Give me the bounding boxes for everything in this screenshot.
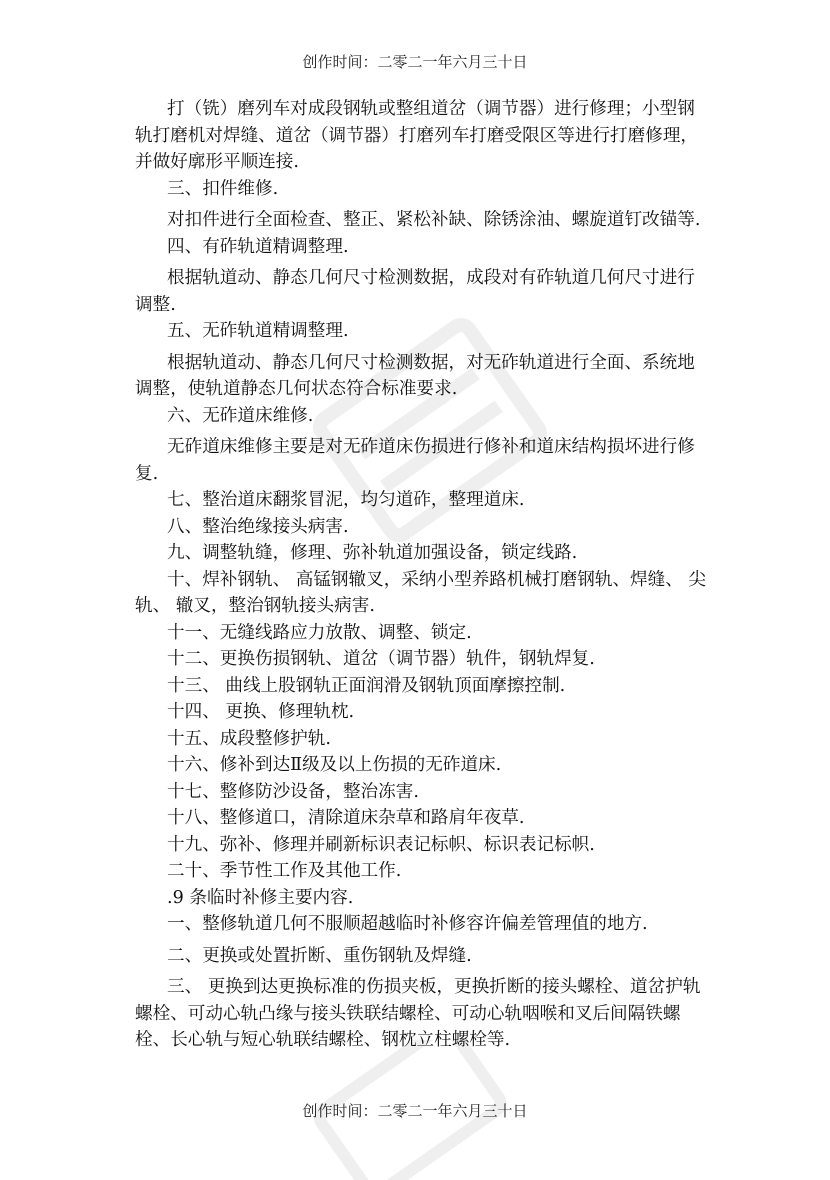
list-item: 三、 更换到达更换标准的伤损夹板，更换折断的接头螺栓、道岔护轨螺栓、可动心轨凸缘与接头铁联结螺栓、可动心轨咽喉和叉后间隔铁螺栓、长心轨与短心轨联结螺栓、钢枕立柱螺栓等.: [135, 977, 701, 1050]
list-item: 十九、弥补、修理并刷新标识表记标帜、标识表记标帜.: [167, 834, 595, 855]
document-body: [135, 96, 707, 1054]
paragraph: 根据轨道动、静态几何尺寸检测数据，成段对有砟轨道几何尺寸进行调整.: [135, 268, 695, 315]
list-item: 二、更换或处置折断、重伤钢轨及焊缝.: [167, 945, 472, 966]
section-heading: 三、扣件维修.: [167, 178, 279, 199]
list-item: 十二、更换伤损钢轨、道岔（调节器）轨件，钢轨焊复.: [167, 649, 595, 669]
list-item: 九、调整轨缝，修理、弥补轨道加强设备，锁定线路.: [167, 543, 578, 563]
list-item: 十四、 更换、修理轨枕.: [167, 702, 355, 722]
paragraph: 对扣件进行全面检查、整正、紧松补缺、除锈涂油、螺旋道钉改锚等.: [167, 210, 701, 230]
section-heading: .9 条临时补修主要内容.: [167, 887, 354, 908]
section-heading: 六、无砟道床维修.: [167, 405, 314, 426]
page-footer: 创作时间：二零二一年六月三十日: [302, 1102, 528, 1120]
page-header: 创作时间：二零二一年六月三十日: [302, 53, 528, 71]
list-item: 十六、修补到达Ⅱ级及以上伤损的无砟道床.: [167, 755, 502, 775]
list-item: 十三、 曲线上股钢轨正面润滑及钢轨顶面摩擦控制.: [167, 675, 566, 696]
list-item: 十八、整修道口，清除道床杂草和路肩年夜草.: [167, 808, 525, 828]
list-item: 十七、整修防沙设备，整治冻害.: [167, 781, 419, 802]
section-heading: 四、有砟轨道精调整理.: [167, 236, 349, 257]
paragraph: 无砟道床维修主要是对无砟道床伤损进行修补和道床结构损坏进行修复.: [135, 437, 695, 484]
list-item: 二十、季节性工作及其他工作.: [167, 861, 402, 881]
paragraph: 根据轨道动、静态几何尺寸检测数据，对无砟轨道进行全面、系统地调整，使轨道静态几何状态符合标准要求.: [135, 352, 695, 399]
list-item: 十、焊补钢轨、 高锰钢辙叉，采纳小型养路机械打磨钢轨、焊缝、 尖轨、 辙叉，整治钢轨接头病害.: [135, 569, 707, 616]
list-item: 十一、无缝线路应力放散、调整、锁定.: [167, 622, 472, 643]
section-heading: 五、无砟轨道精调整理.: [167, 321, 349, 341]
paragraph: 打（铣）磨列车对成段钢轨或整组道岔（调节器）进行修理；小型钢轨打磨机对焊缝、道岔（调节器）打磨列车打磨受限区等进行打磨修理，并做好廓形平顺连接.: [135, 99, 699, 172]
list-item: 一、整修轨道几何不服顺超越临时补修容许偏差管理值的地方.: [167, 914, 648, 934]
list-item: 七、整治道床翻浆冒泥，均匀道砟，整理道床.: [167, 490, 525, 510]
list-item: 八、整治绝缘接头病害.: [167, 516, 349, 537]
list-item: 十五、成段整修护轨.: [167, 728, 331, 749]
